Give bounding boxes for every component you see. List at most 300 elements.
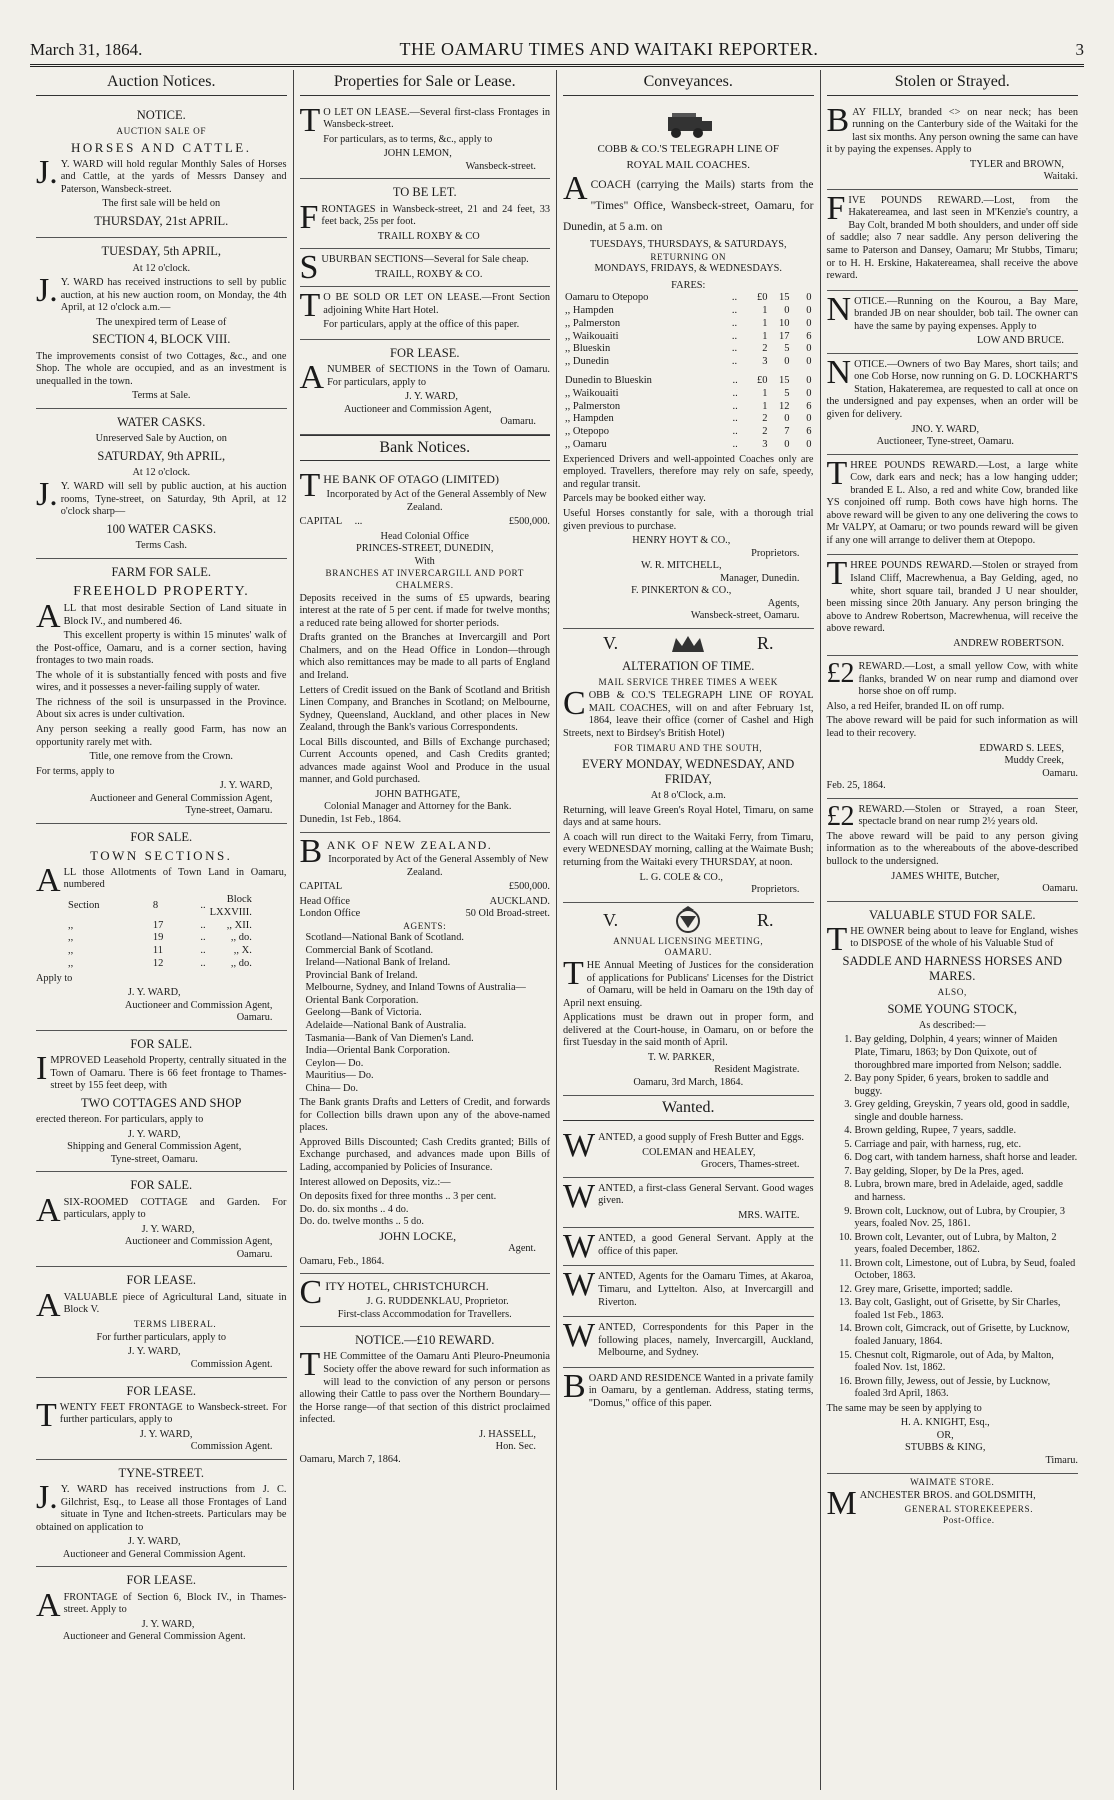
ad-text: The whole of it is substantially fenced with posts and five wires, and it possesses a never-failing supply of water. <box>36 669 287 694</box>
ad-subtitle: FOR TIMARU AND THE SOUTH, <box>614 742 763 753</box>
ad-title: FOR LEASE. <box>390 345 460 360</box>
coach-emblem <box>563 109 814 139</box>
ad-signature: J. Y. WARD, <box>127 1536 181 1548</box>
ad-title: SECTION 4, BLOCK VIII. <box>92 332 231 347</box>
table-cell: 2 <box>762 413 768 425</box>
ad-body: WANTED, Agents for the Oamaru Times, at Akaroa, Timaru, and Lyttelton. Also, at Invercargill and Riverton. <box>563 1266 814 1308</box>
table-cell: ,, do. <box>230 958 252 969</box>
table-cell: 1 <box>762 400 768 412</box>
ad-notice-mares <box>827 354 1079 455</box>
capital-amount: £500,000. <box>508 881 550 893</box>
table-cell: Oamaru to Otepopo <box>565 292 649 304</box>
ad-title: TO BE LET. <box>392 185 457 200</box>
ad-to-be-let <box>300 179 551 249</box>
ad-leasehold <box>36 1031 287 1172</box>
ad-section-lease <box>36 238 287 408</box>
ad-signature: L. G. COLE & CO., <box>639 871 724 883</box>
ad-body: COBB & CO.'S TELEGRAPH LINE OF ROYAL MAIL COACHES, will on and after February 1st, 1864, leave their office (corner of Cashel and High Streets, next to Birdsey's British Hotel) <box>563 685 814 740</box>
ad-text: The above reward will be paid to any person giving information as to the whereabouts of the above-described bullock to the undersigned. <box>826 830 1078 867</box>
agent-entry: Commercial Bank of Scotland. <box>305 944 434 956</box>
office-label: Head Office <box>299 895 350 907</box>
stud-item: 6. Dog cart, with tandem harness, shaft horse and leader. <box>855 1152 1079 1165</box>
royal-header <box>563 632 814 656</box>
ad-body: TO LET ON LEASE.—Several first-class Frontages in Wansbeck-street. <box>299 101 550 139</box>
ad-waimate-store <box>827 1474 1079 1532</box>
table-cell: ,, Otepopo <box>565 426 610 438</box>
ad-subtitle: TERMS LIBERAL. <box>133 1318 217 1329</box>
ad-title: SADDLE AND HARNESS HORSES AND MARES. <box>842 953 1062 984</box>
table-cell: 6 <box>806 400 812 412</box>
table-cell: .. <box>200 932 206 944</box>
table-cell: 0 <box>806 343 812 355</box>
ad-body: BAY FILLY, branded <> on near neck; has been running on the Canterbury side of the Waitaki for the last six months. Any person owning the same can have it by paying the expenses. Apply to <box>826 101 1078 156</box>
ad-wanted-servant <box>563 1178 814 1229</box>
table-cell: 5 <box>784 343 790 355</box>
ad-signature: JOHN BATHGATE, <box>375 788 461 800</box>
ad-signature: Oamaru. <box>500 416 536 428</box>
ad-subtitle: GENERAL STOREKEEPERS. <box>904 1504 1034 1515</box>
ad-title: FARM FOR SALE. <box>111 564 211 579</box>
table-cell: 3 <box>762 356 768 368</box>
ad-signature: Resident Magistrate. <box>714 1064 800 1076</box>
ad-text: Local Bills discounted, and Bills of Exchange purchased; Current Accounts opened, and Cash Credits granted; advances made against Wool and Produce in the usual manner, and Gold purchased. <box>299 736 550 786</box>
ad-title: NOTICE. <box>136 107 186 122</box>
ad-body: THE OWNER being about to leave for England, wishes to DISPOSE of the whole of his Valuable Stud of <box>826 920 1078 958</box>
table-cell: .. <box>732 400 738 412</box>
ad-body: THREE POUNDS REWARD.—Stolen or strayed from Island Cliff, Macrewhenua, a Bay Gelding, aged, no white, short square tail, branded J U near shoulder, been missing since 20th January. Any person bringing the above to Andrew Robertson, Macrewhenua, will receive the above reward. <box>826 555 1078 635</box>
ad-text: Useful Horses constantly for sale, with a thorough trial given previous to purchase. <box>563 508 814 532</box>
section-row <box>66 894 254 920</box>
agent-entry: Ireland—National Bank of Ireland. <box>305 957 451 969</box>
ad-text: Unreserved Sale by Auction, on <box>95 432 227 444</box>
ad-body: TWENTY FEET FRONTAGE to Wansbeck-street. For further particulars, apply to <box>36 1396 287 1434</box>
ad-text: Terms at Sale. <box>132 390 191 402</box>
ad-signature: Auctioneer and Commission Agent, <box>124 1236 273 1248</box>
ad-body: NOTICE.—Owners of two Bay Mares, short tails; and one Cob Horse, now running on G. D. LOCKHART'S Station, Hakateremea, are requested to call at once on the undersigned and pay expenses, when an order will be given for delivery. <box>826 353 1078 420</box>
table-cell: .. <box>732 387 738 399</box>
ad-text: This excellent property is within 15 minutes' walk of the Post-office, Oamaru, and is a corner section, having frontages to two main roads. <box>36 630 287 667</box>
column-auction-notices <box>30 70 294 1790</box>
ad-text: Interest allowed on Deposits, viz.:— <box>299 1176 451 1188</box>
table-cell: ,, do. <box>230 932 252 944</box>
fare-row <box>563 331 814 344</box>
stud-item: 1. Bay gelding, Dolphin, 4 years; winner of Maiden Plate, Timaru, 1863; by Don Quixote, out of thoroughbred mare imported from Nelson; saddle. <box>855 1034 1079 1072</box>
ad-title: TYNE-STREET. <box>118 1465 205 1480</box>
ad-town-sections <box>36 824 287 1031</box>
ad-title: FOR LEASE. <box>126 1573 196 1588</box>
agent-entry: China— Do. <box>305 1082 359 1094</box>
ad-signature: ANDREW ROBERTSON. <box>953 637 1064 649</box>
ad-title: NOTICE.—£10 REWARD. <box>355 1333 495 1348</box>
table-cell: .. <box>732 439 738 451</box>
ad-text: MONDAYS, FRIDAYS, & WEDNESDAYS. <box>594 263 782 275</box>
ad-body: THE Annual Meeting of Justices for the consideration of applications for Publicans' Licenses for the District of Oamaru, will be held in Oamaru on the 19th day of April next ensuing. <box>563 955 814 1009</box>
ad-signature: Commission Agent. <box>190 1441 273 1453</box>
fare-row <box>563 401 814 414</box>
column-conveyances <box>557 70 821 1790</box>
ad-bank-of-otago <box>300 467 551 832</box>
agent-entry: Ceylon— Do. <box>305 1057 364 1069</box>
ad-signature: COLEMAN and HEALEY, <box>642 1146 756 1158</box>
table-cell: .. <box>731 292 738 304</box>
ad-signature: Wansbeck-street. <box>465 160 536 172</box>
agent-entry: Scotland—National Bank of Scotland. <box>305 932 464 944</box>
table-cell: 0 <box>806 413 812 425</box>
ad-signature: Shipping and General Commission Agent, <box>67 1141 242 1153</box>
ad-signature: Auctioneer and Commission Agent, <box>124 999 273 1011</box>
table-cell: 0 <box>784 305 790 317</box>
ad-body: NOTICE.—Running on the Kourou, a Bay Mare, branded JB on near shoulder, bob tail. The owner can have the same by paying expenses. Apply to <box>826 290 1078 332</box>
ad-title: COBB & CO.'S TELEGRAPH LINE OF <box>597 142 779 155</box>
ad-alteration-of-time <box>563 629 814 903</box>
ad-date: Feb. 25, 1864. <box>826 780 886 792</box>
ad-signature: TRAILL ROXBY & CO <box>377 230 480 242</box>
masthead <box>30 30 1084 67</box>
ad-title: 100 WATER CASKS. <box>106 521 217 536</box>
ad-body: WANTED, a good General Servant. Apply at the office of this paper. <box>563 1228 814 1266</box>
section-row <box>66 958 254 971</box>
ad-body: THE BANK OF OTAGO (LIMITED) <box>299 467 499 505</box>
ad-anti-pleuro <box>300 1327 551 1471</box>
royal-header <box>563 906 814 936</box>
table-cell: 0 <box>806 387 812 399</box>
ad-subtitle: AGENTS: <box>403 920 447 931</box>
ad-text: erected thereon. For particulars, apply to <box>36 1114 204 1126</box>
ad-signature: Hon. Sec. <box>495 1441 536 1453</box>
ad-two-pounds-steer <box>827 799 1079 902</box>
fare-row <box>563 375 814 388</box>
fare-row <box>563 413 814 426</box>
agent-entry: Provincial Bank of Ireland. <box>305 969 418 981</box>
table-cell: 1 <box>762 330 768 342</box>
section-row <box>66 920 254 933</box>
ad-body: J.Y. WARD will sell by public auction, at his auction rooms, Tyne-street, on Saturday, 9th April, at 12 o'clock sharp— <box>36 476 287 518</box>
ad-title: SOME YOUNG STOCK, <box>887 1001 1018 1016</box>
reward-amount: £2 <box>826 658 855 690</box>
ad-signature: LOW AND BRUCE. <box>976 335 1064 347</box>
ad-signature: Auctioneer and General Commission Agent, <box>89 792 273 804</box>
ad-body: BANK OF NEW ZEALAND. <box>299 832 493 870</box>
table-cell: 2 <box>762 426 768 438</box>
ad-signature: Auctioneer, Tyne-street, Oamaru. <box>876 436 1014 448</box>
stud-item: 12. Grey mare, Grisette, imported; saddle. <box>855 1284 1079 1297</box>
ad-signature: Oamaru. <box>1042 767 1078 779</box>
table-cell: 0 <box>784 356 790 368</box>
ad-cottage <box>36 1172 287 1267</box>
ad-signature: T. W. PARKER, <box>647 1051 715 1063</box>
table-cell: 0 <box>806 375 812 387</box>
ad-text: First-class Accommodation for Travellers. <box>337 1308 512 1320</box>
ad-body: FRONTAGES in Wansbeck-street, 21 and 24 feet, 33 feet back, 25s per foot. <box>299 198 550 236</box>
section-heading: Stolen or Strayed. <box>827 70 1079 96</box>
table-cell: 7 <box>784 426 790 438</box>
table-cell: .. <box>732 375 738 387</box>
stud-item: 16. Brown filly, Jewess, out of Jessie, by Lucknow, foaled 3rd April, 1863. <box>855 1376 1079 1401</box>
ad-date: Dunedin, 1st Feb., 1864. <box>299 814 402 826</box>
ad-subtitle: BRANCHES AT INVERCARGILL AND PORT CHALMERS. <box>325 568 524 590</box>
ad-signature: Oamaru. <box>1042 883 1078 895</box>
ad-title: FOR LEASE. <box>126 1383 196 1398</box>
ad-title: ALTERATION OF TIME. <box>622 658 755 673</box>
ad-signature: JOHN LOCKE, <box>379 1228 457 1243</box>
table-cell: .. <box>731 343 738 355</box>
ad-wanted-general-servant <box>563 1228 814 1266</box>
table-cell: Section <box>68 900 100 912</box>
ad-body: ACOACH (carrying the Mails) starts from the "Times" Office, Wansbeck-street, Oamaru, for Dunedin, at 5 a.m. on <box>563 170 814 233</box>
ad-body: AFRONTAGE of Section 6, Block IV., in Thames-street. Apply to <box>36 1586 287 1624</box>
dots: ... <box>354 516 363 528</box>
rates-list <box>300 1191 551 1229</box>
table-cell: 0 <box>806 439 812 451</box>
rate-entry: Do. do. six months .. 4 do. <box>299 1203 409 1215</box>
ad-bay-filly <box>827 102 1079 190</box>
table-cell: ,, <box>68 958 74 969</box>
ad-text: TUESDAYS, THURSDAYS, & SATURDAYS, <box>589 239 787 251</box>
ad-signature: JAMES WHITE, Butcher, <box>891 870 1000 882</box>
ad-wanted-butter <box>563 1127 814 1178</box>
fare-row <box>563 426 814 439</box>
table-cell: ,, <box>68 932 74 944</box>
ad-body: ANUMBER of SECTIONS in the Town of Oamaru. For particulars, apply to <box>299 359 550 397</box>
ad-text: The same may be seen by applying to <box>826 1402 982 1414</box>
ad-signature: STUBBS & KING, <box>905 1442 986 1454</box>
ad-title: EVERY MONDAY, WEDNESDAY, AND FRIDAY, <box>582 756 795 787</box>
ad-to-let <box>300 102 551 180</box>
ad-signature: Muddy Creek, <box>1004 755 1064 767</box>
page-number: 3 <box>1075 40 1084 59</box>
ad-title: WATER CASKS. <box>117 414 206 429</box>
agent-entry: Geelong—Bank of Victoria. <box>305 1007 422 1019</box>
table-cell: ,, Palmerston <box>565 317 621 329</box>
v-letter: V. <box>603 632 619 653</box>
ad-text: Approved Bills Discounted; Cash Credits granted; Bills of Exchange purchased, and advances made upon Bills of Lading, accompanied by Policies of Insurance. <box>299 1136 550 1173</box>
ad-text: Experienced Drivers and well-appointed Coaches only are employed. Travellers, therefore may rely on safe, speedy, and regular transit. <box>563 453 814 490</box>
table-cell: 0 <box>806 317 812 329</box>
table-cell: £0 <box>757 292 768 304</box>
agent-entry: Melbourne, Sydney, and Inland Towns of Australia—Oriental Bank Corporation. <box>305 982 526 1006</box>
table-cell: ,, Dunedin <box>565 356 610 368</box>
table-cell: 17 <box>779 330 790 342</box>
sections-table <box>66 894 254 971</box>
table-cell: 1 <box>762 317 768 329</box>
stud-item: 3. Grey gelding, Greyskin, 7 years old, good in saddle, single and double harness. <box>855 1099 1079 1124</box>
fare-row <box>563 343 814 356</box>
ad-text: At 12 o'clock. <box>132 466 191 478</box>
ad-date: Oamaru, March 7, 1864. <box>299 1453 401 1465</box>
table-cell: 8 <box>152 900 159 912</box>
ad-body: SUBURBAN SECTIONS—Several for Sale cheap. <box>299 249 529 287</box>
ad-text: Deposits received in the sums of £5 upwards, bearing interest at the rate of 5 per cent. if made for twelve months; a reduced rate being allowed for shorter periods. <box>299 592 550 629</box>
ad-agricultural-land <box>36 1267 287 1377</box>
ad-subtitle: ALSO, <box>937 987 967 998</box>
ad-title: SATURDAY, 9th APRIL, <box>97 448 226 463</box>
ad-signature: JNO. Y. WARD, <box>911 423 980 435</box>
ad-signature: MRS. WAITE. <box>738 1209 800 1221</box>
ad-farm-for-sale <box>36 559 287 824</box>
ad-text: A coach will run direct to the Waitaki Ferry, from Timaru, every WEDNESDAY morning, calling at the Waimate Bush; returning from the Waitaki every THURSDAY, at noon. <box>563 831 814 869</box>
ad-title: TUESDAY, 5th APRIL, <box>101 244 221 259</box>
agent-entry: Adelaide—National Bank of Australia. <box>305 1019 467 1031</box>
table-cell: ,, Oamaru <box>565 439 607 451</box>
stud-item: 2. Bay pony Spider, 6 years, broken to saddle and buggy. <box>855 1073 1079 1098</box>
table-cell: .. <box>732 426 738 438</box>
fare-row <box>563 439 814 452</box>
column-properties-bank <box>294 70 558 1790</box>
table-cell: ,, <box>68 945 74 957</box>
capital-amount: £500,000. <box>508 516 550 528</box>
ad-signature: Tyne-street, Oamaru. <box>110 1153 198 1165</box>
ad-signature: Proprietors. <box>751 884 800 896</box>
ad-text: The first sale will be held on <box>102 198 221 210</box>
ad-signature: Tyne-street, Oamaru. <box>185 805 273 817</box>
table-cell: 0 <box>784 439 790 451</box>
ad-title: FOR LEASE. <box>126 1273 196 1288</box>
ad-signature: J. Y. WARD, <box>127 1128 181 1140</box>
ad-body: THREE POUNDS REWARD.—Lost, a large white Cow, dark ears and neck; has a low hanging udder; branded E L. Also, a red and white Cow, branded like YS conjoined off rump. Both cows have high horns. The above reward will be given to any one delivering the cows to Mr VALPY, at Oamaru; or two pounds reward will be given if any one will arrange to deliver them at Otepopo. <box>826 454 1078 546</box>
table-cell: 0 <box>806 356 812 368</box>
table-cell: 0 <box>784 413 790 425</box>
ad-signature: J. Y. WARD, <box>219 780 273 792</box>
ad-signature: Commission Agent. <box>190 1358 273 1370</box>
ad-horses-cattle <box>36 102 287 239</box>
ad-text: Letters of Credit issued on the Bank of Scotland and British Linen Company, and Branches in Scotland; on Melbourne, Sydney, Queensland, Auckland, and other places in New Zealand, through the Bank's various Correspondents. <box>299 684 550 734</box>
ad-body: MANCHESTER BROS. and GOLDSMITH, <box>826 1484 1036 1522</box>
fare-row <box>563 318 814 331</box>
ad-body: J.Y. WARD has received instructions from J. C. Gilchrist, Esq., to Lease all those Frontages of Land situate in Tyne and Itchen-streets. Particulars may be obtained on application to <box>36 1479 287 1533</box>
ad-subtitle: AUCTION SALE OF <box>116 125 207 136</box>
ad-signature: J. Y. WARD, <box>127 1346 181 1358</box>
ad-text: As described:— <box>918 1019 986 1031</box>
ad-date: THURSDAY, 21st APRIL. <box>94 214 229 229</box>
ad-body: FIVE POUNDS REWARD.—Lost, from the Hakatereamea, and last seen in M'Kenzie's country, a Bay Colt, branded M both shoulders, and under off side of saddle; also 7 near saddle. Any person delivering the same to Paterson and Dansey, Oamaru; Mr Stubbs, Timaru; or to H. H. Erskine, Hakatereamea, shall receive the above reward. <box>826 189 1078 282</box>
table-cell: 1 <box>762 305 768 317</box>
ad-body: WANTED, a good supply of Fresh Butter and Eggs. <box>563 1127 805 1165</box>
table-cell: 10 <box>779 317 790 329</box>
ad-text: Any person seeking a really good Farm, has now an opportunity rarely met with. <box>36 723 287 748</box>
ad-body: REWARD.—Stolen or Strayed, a roan Steer, spectacle brand on near rump 2½ years old. <box>858 803 1078 828</box>
fare-row <box>563 292 814 305</box>
table-cell: £0 <box>757 375 768 387</box>
stud-item: 8. Lubra, brown mare, bred in Adelaide, aged, saddle and harness. <box>855 1179 1079 1204</box>
r-letter: R. <box>756 909 774 930</box>
ad-text: Apply to <box>36 972 73 984</box>
capital-label: CAPITAL <box>299 516 342 528</box>
ad-subtitle: MAIL SERVICE THREE TIMES A WEEK <box>598 677 779 688</box>
ad-licensing-meeting <box>563 903 814 1096</box>
ad-signature: JOHN LEMON, <box>383 148 452 160</box>
table-cell: 2 <box>762 343 768 355</box>
ad-text: Returning, will leave Green's Royal Hotel, Timaru, on same days and at same hours. <box>563 804 814 829</box>
ad-body: IMPROVED Leasehold Property, centrally situated in the Town of Oamaru. There is 66 feet frontage to Thames-street by 155 feet deep, with <box>36 1050 287 1092</box>
ad-date: Oamaru, 3rd March, 1864. <box>633 1077 744 1089</box>
ad-subtitle: OAMARU. <box>664 946 712 957</box>
stud-item: 7. Bay gelding, Sloper, by De la Pres, aged. <box>855 1166 1079 1179</box>
ad-text: Incorporated by Act of the General Assembly of New Zealand. <box>326 489 547 513</box>
ad-body: CITY HOTEL, CHRISTCHURCH. <box>299 1274 489 1312</box>
ad-text: Title, one remove from the Crown. <box>89 751 233 763</box>
stud-list <box>827 1034 1079 1400</box>
ad-title: TOWN SECTIONS. <box>90 848 233 864</box>
table-cell: 12 <box>779 400 790 412</box>
table-cell: 5 <box>784 387 790 399</box>
table-cell: ,, Waikouaiti <box>565 330 619 342</box>
ad-twenty-feet <box>36 1378 287 1460</box>
table-cell: .. <box>200 958 206 969</box>
stud-item: 15. Chesnut colt, Rigmarole, out of Ada, by Malton, foaled Nov. 1st, 1862. <box>855 1350 1079 1375</box>
section-row <box>66 945 254 958</box>
fare-row <box>563 356 814 369</box>
ad-body: J.Y. WARD has received instructions to sell by public auction, at his new auction room, on Monday, the 4th April, at 12 o'clock a.m.— <box>36 272 287 314</box>
section-row <box>66 932 254 945</box>
agent-entry: Mauritius— Do. <box>305 1070 374 1082</box>
table-cell: 1 <box>762 387 768 399</box>
ad-text: For further particulars, apply to <box>96 1331 227 1343</box>
ad-two-pounds-cow <box>827 656 1079 798</box>
ad-signature: H. A. KNIGHT, Esq., <box>900 1417 990 1429</box>
r-letter: R. <box>756 632 774 653</box>
ad-text: Incorporated by Act of the General Assembly of New Zealand. <box>328 854 549 878</box>
rate-entry: Do. do. twelve months .. 5 do. <box>299 1216 424 1228</box>
ad-wanted-agents <box>563 1266 814 1317</box>
ad-subtitle: ANNUAL LICENSING MEETING, <box>613 935 764 946</box>
ad-signature: Auctioneer and General Commission Agent. <box>62 1631 246 1643</box>
table-cell: .. <box>200 900 206 912</box>
ad-text: J. G. RUDDENKLAU, Proprietor. <box>366 1296 509 1308</box>
ad-signature: Auctioneer and Commission Agent, <box>343 403 492 415</box>
ad-signature: OR, <box>936 1429 954 1441</box>
ad-title: FOR SALE. <box>130 829 193 844</box>
issue-date: March 31, 1864. <box>30 40 143 59</box>
table-cell: 19 <box>152 932 164 944</box>
ad-title: HORSES AND CATTLE. <box>71 139 252 155</box>
table-cell: 0 <box>806 305 812 317</box>
ad-text: For terms, apply to <box>36 765 115 777</box>
ad-text: Also, a red Heifer, branded IL on off rump. <box>826 700 1005 712</box>
ad-body: REWARD.—Lost, a small yellow Cow, with white flanks, branded W on near rump and diamond over horse shoe on off rump. <box>858 661 1078 698</box>
ad-body: THE Committee of the Oamaru Anti Pleuro-Pneumonia Society offer the above reward for such information as will lead to the conviction of any person or persons allowing their Cattle to pass over the Northern Boundary—the Horse range—of that section of this district proclaimed infected. <box>299 1346 550 1426</box>
ad-signature: TYLER and BROWN, <box>969 158 1064 170</box>
table-cell: .. <box>731 305 738 317</box>
section-heading: Properties for Sale or Lease. <box>300 70 551 96</box>
ad-text: The above reward will be paid for such information as will lead to their recovery. <box>826 715 1078 740</box>
table-cell: 6 <box>806 426 812 438</box>
table-cell: ,, Palmerston <box>565 400 621 412</box>
ad-body: WANTED, a first-class General Servant. Good wages given. <box>563 1177 814 1215</box>
ad-frontage <box>36 1567 287 1648</box>
ad-body: ALL that most desirable Section of Land situate in Block IV., and numbered 46. <box>36 598 287 636</box>
agents-list <box>300 932 551 1095</box>
ad-signature: Agents, <box>767 597 800 609</box>
ad-body: ASIX-ROOMED COTTAGE and Garden. For particulars, apply to <box>36 1191 287 1229</box>
ad-signature: J. Y. WARD, <box>127 987 181 999</box>
ad-signature: Wansbeck-street, Oamaru. <box>690 610 800 622</box>
table-cell: 3 <box>762 439 768 451</box>
ad-three-pounds-gelding <box>827 555 1079 656</box>
ad-bank-of-new-zealand <box>300 833 551 1275</box>
ad-signature: Oamaru. <box>236 1012 273 1024</box>
ad-text: FARES: <box>671 279 706 291</box>
ad-suburban <box>300 249 551 287</box>
fare-row <box>563 388 814 401</box>
table-cell: 12 <box>152 958 164 969</box>
ad-wanted-correspondents <box>563 1317 814 1368</box>
royal-coat-of-arms-icon <box>666 906 710 936</box>
ad-body: AVALUABLE piece of Agricultural Land, situate in Block V. <box>36 1286 287 1324</box>
table-cell: ,, Hampden <box>565 305 614 317</box>
table-cell: 17 <box>152 919 164 931</box>
section-heading: Wanted. <box>563 1096 814 1122</box>
ad-water-casks <box>36 409 287 559</box>
